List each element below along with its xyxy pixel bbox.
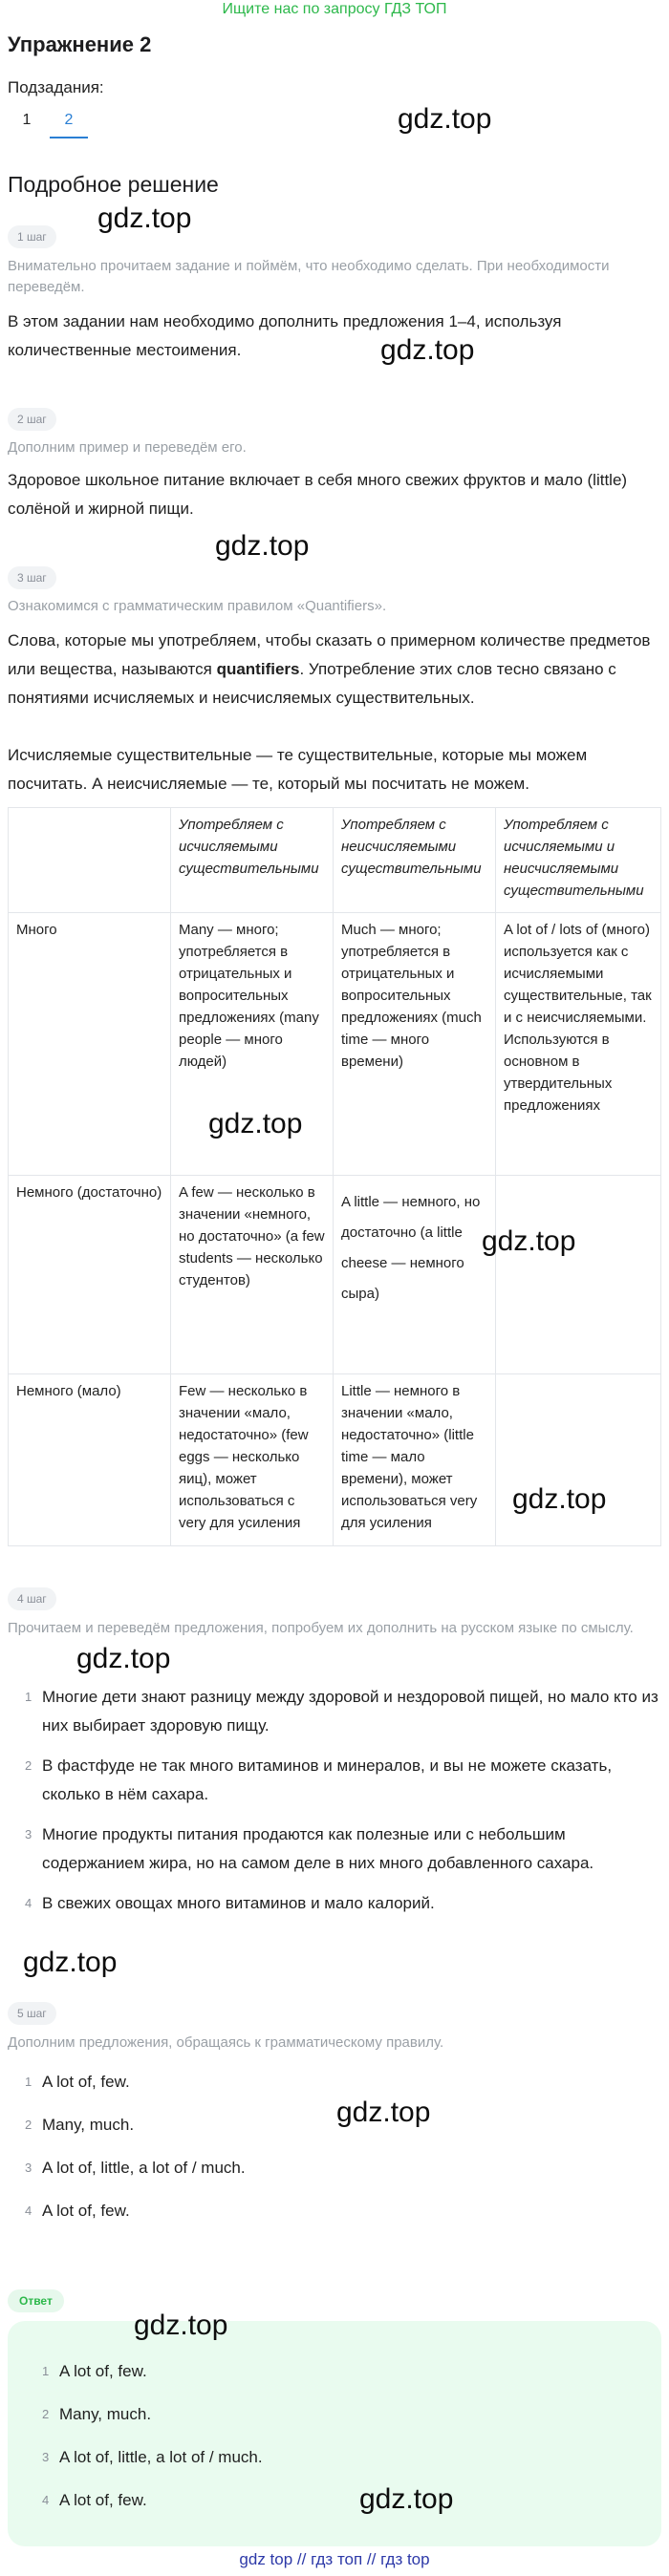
step-hint: Прочитаем и переведём предложения, попробуем их дополнить на русском языке по смыслу. bbox=[8, 1620, 634, 1636]
item-number: 2 bbox=[25, 1758, 32, 1773]
table-cell: A few — несколько в значении «немного, но достаточно» (a few students — несколько студентов) bbox=[171, 1176, 334, 1374]
watermark: gdz.top bbox=[134, 2310, 228, 2341]
item-number: 4 bbox=[42, 2493, 50, 2507]
list-item bbox=[8, 1683, 661, 1740]
rule-text: Слова, которые мы употребляем, чтобы сказать о примерном количестве предметов или вещества, называются bbox=[8, 631, 651, 678]
rule-term: quantifiers bbox=[216, 660, 300, 678]
item-number: 3 bbox=[25, 2161, 32, 2175]
section-title: Подробное решение bbox=[8, 172, 219, 197]
step-badge: 5 шаг bbox=[8, 2002, 56, 2025]
item-number: 1 bbox=[25, 2075, 32, 2089]
item-number: 1 bbox=[42, 2364, 50, 2378]
item-number: 2 bbox=[25, 2118, 32, 2132]
table-header-row bbox=[9, 808, 661, 913]
sentences-list bbox=[8, 1683, 661, 1918]
table-cell: Little — немного в значении «мало, недостаточно» (little time — мало времени), может использоваться very для усиления bbox=[334, 1374, 496, 1546]
item-text: В фастфуде не так много витаминов и минералов, и вы не можете сказать, сколько в нём сахара. bbox=[42, 1756, 613, 1803]
list-item bbox=[8, 1752, 661, 1809]
table-row bbox=[9, 1176, 661, 1374]
table-header-cell: Употребляем с исчисляемыми и неисчисляемыми существительными bbox=[496, 808, 661, 913]
item-text: A lot of, few. bbox=[42, 2202, 130, 2220]
table-cell: Few — несколько в значении «мало, недостаточно» (few eggs — несколько яиц), может использоваться с very для усиления bbox=[171, 1374, 334, 1546]
table-cell bbox=[496, 1374, 661, 1546]
item-number: 3 bbox=[42, 2450, 50, 2464]
rule-paragraph bbox=[8, 627, 661, 713]
list-item bbox=[25, 2486, 656, 2515]
item-text: A lot of, few. bbox=[59, 2491, 147, 2509]
list-item bbox=[25, 2400, 656, 2429]
item-text: A lot of, few. bbox=[42, 2073, 130, 2091]
list-item bbox=[8, 2068, 661, 2097]
item-number: 3 bbox=[25, 1827, 32, 1842]
item-text: Many, much. bbox=[59, 2405, 152, 2423]
list-item bbox=[8, 1820, 661, 1878]
list-item bbox=[8, 2154, 661, 2182]
table-cell: Немного (мало) bbox=[9, 1374, 171, 1546]
item-text: A lot of, little, a lot of / much. bbox=[59, 2448, 263, 2466]
item-text: A lot of, little, a lot of / much. bbox=[42, 2159, 246, 2177]
item-text: В свежих овощах много витаминов и мало калорий. bbox=[42, 1894, 435, 1912]
watermark: gdz.top bbox=[336, 2097, 431, 2128]
step-text: Здоровое школьное питание включает в себя много свежих фруктов и мало (little) солёной и жирной пищи. bbox=[8, 471, 628, 518]
item-number: 4 bbox=[25, 2203, 32, 2218]
rule-text: . Употребление этих слов тесно связано с понятиями исчисляемых и неисчисляемых существительных. bbox=[8, 660, 616, 707]
answer-list bbox=[25, 2357, 656, 2515]
list-item bbox=[8, 1889, 661, 1918]
step-badge: 1 шаг bbox=[8, 225, 56, 248]
watermark: gdz.top bbox=[97, 202, 192, 234]
watermark: gdz.top bbox=[359, 2483, 454, 2515]
list-item bbox=[25, 2357, 656, 2386]
table-cell: A lot of / lots of (много) используется как с исчисляемыми существительные, так и с неисчисляемыми. Используются в основном в утвердительных предложениях bbox=[496, 913, 661, 1176]
step-badge: 4 шаг bbox=[8, 1587, 56, 1610]
item-number: 1 bbox=[25, 1690, 32, 1704]
item-text: A lot of, few. bbox=[59, 2362, 147, 2380]
table-cell: Many — много; употребляется в отрицательных и вопросительных предложениях (many people — много людей) bbox=[171, 913, 334, 1176]
table-cell: A little — немного, но достаточно (a little cheese — немного сыра) bbox=[334, 1176, 496, 1374]
table-header-cell: Употребляем с исчисляемыми существительными bbox=[171, 808, 334, 913]
list-item bbox=[25, 2443, 656, 2472]
table-cell: Немного (достаточно) bbox=[9, 1176, 171, 1374]
table-row bbox=[9, 913, 661, 1176]
watermark: gdz.top bbox=[512, 1483, 607, 1515]
list-item bbox=[8, 2111, 661, 2140]
step-badge: 3 шаг bbox=[8, 566, 56, 589]
watermark: gdz.top bbox=[380, 334, 475, 366]
step-hint: Дополним предложения, обращаясь к грамматическому правилу. bbox=[8, 2034, 444, 2051]
watermark: gdz.top bbox=[215, 530, 310, 562]
item-text: Многие продукты питания продаются как полезные или с небольшим содержанием жира, но на самом деле в них много добавленного сахара. bbox=[42, 1825, 594, 1872]
quantifiers-table bbox=[8, 807, 661, 1546]
table-header-cell: Употребляем с неисчисляемыми существительными bbox=[334, 808, 496, 913]
step-hint: Внимательно прочитаем задание и поймём, что необходимо сделать. При необходимости переведём. bbox=[8, 258, 610, 295]
answer-badge: Ответ bbox=[8, 2289, 64, 2312]
item-number: 2 bbox=[42, 2407, 50, 2421]
subtask-tab-2[interactable]: 2 bbox=[50, 108, 88, 138]
rule-paragraph: Исчисляемые существительные — те существительные, которые мы можем посчитать. А неисчисляемые — те, который мы посчитать не можем. bbox=[8, 746, 588, 793]
item-number: 4 bbox=[25, 1896, 32, 1910]
table-cell bbox=[496, 1176, 661, 1374]
top-banner[interactable]: Ищите нас по запросу ГДЗ ТОП bbox=[222, 1, 447, 17]
table-header-cell bbox=[9, 808, 171, 913]
table-cell: Много bbox=[9, 913, 171, 1176]
watermark: gdz.top bbox=[23, 1947, 118, 1978]
item-text: Многие дети знают разницу между здоровой и нездоровой пищей, но мало кто из них выбирает здоровую пищу. bbox=[42, 1688, 658, 1735]
step-badge: 2 шаг bbox=[8, 408, 56, 431]
table-cell: Much — много; употребляется в отрицательных и вопросительных предложениях (much time — много времени) bbox=[334, 913, 496, 1176]
watermark: gdz.top bbox=[398, 103, 492, 135]
step-hint: Дополним пример и переведём его. bbox=[8, 439, 247, 456]
list-item bbox=[8, 2197, 661, 2225]
subtask-tab-1[interactable]: 1 bbox=[22, 112, 32, 128]
watermark: gdz.top bbox=[76, 1643, 171, 1674]
completed-sentences-list bbox=[8, 2068, 661, 2225]
footer-links[interactable]: gdz top // гдз топ // гдз top bbox=[239, 2550, 430, 2568]
watermark: gdz.top bbox=[482, 1225, 576, 1257]
step-text: В этом задании нам необходимо дополнить предложения 1–4, используя количественные местоимения. bbox=[8, 312, 562, 359]
exercise-title: Упражнение 2 bbox=[8, 32, 152, 56]
watermark: gdz.top bbox=[208, 1108, 303, 1139]
subtasks-label: Подзадания: bbox=[8, 78, 104, 96]
item-text: Many, much. bbox=[42, 2116, 135, 2134]
step-hint: Ознакомимся с грамматическим правилом «Quantifiers». bbox=[8, 598, 387, 614]
table-row bbox=[9, 1374, 661, 1546]
